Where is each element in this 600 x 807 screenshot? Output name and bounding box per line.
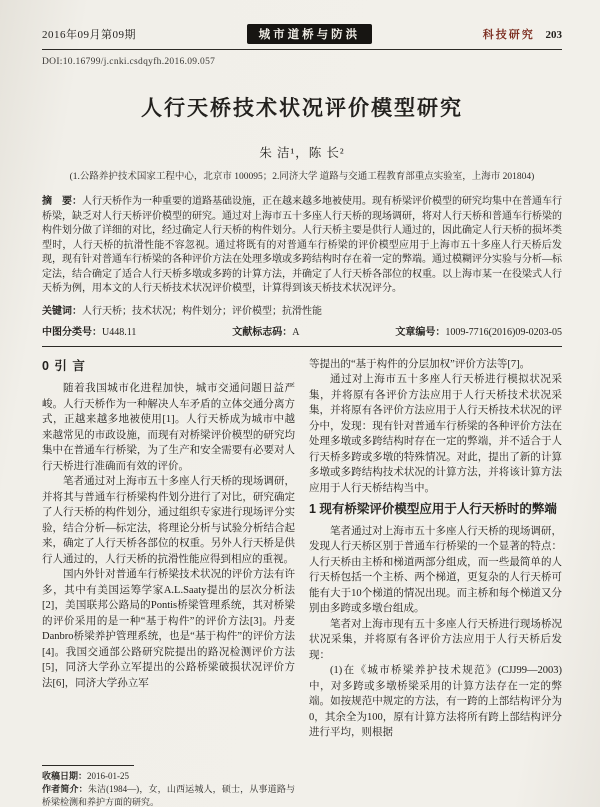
affiliation-line: (1.公路养护技术国家工程中心，北京市 100095；2.同济大学 道路与交通工程教育部重点实验室，上海市 201804) — [69, 172, 535, 182]
footnote-divider — [42, 765, 134, 766]
left-paragraph-3: 国内外针对普通车行桥梁技术状况的评价方法有许多，其中有美国运筹学家A.L.Saaty提出的层次分析法[2]，美国联邦公路局的Pontis桥梁管理系统，其对桥梁的评价采用的是一种“基于构件”的评价方法[3]。丹麦Danbro桥梁养护管理系统，也是“基于构件”的评价方法[4]。我国交通部公路研究院提出的路况检测评价方法[5]，同济大学孙立军提出的公路桥梁破损状况评价方法[6]，同济大学孙立军 — [42, 569, 295, 689]
doc-code-item — [232, 323, 299, 338]
header-right — [483, 26, 562, 42]
page-header — [42, 24, 562, 44]
keywords-label: 关键词： — [42, 305, 82, 317]
page-number: 203 — [545, 29, 562, 41]
left-column — [42, 357, 295, 807]
abstract-block — [42, 195, 562, 297]
clc-value: U448.11 — [102, 326, 137, 338]
right-paragraph-4: (1)在《城市桥梁养护技术规范》(CJJ99—2003)中，对多跨或多墩桥梁采用的计算方法存在一定的弊端。如按规范中规定的方法，有一跨的上部结构评分为0，其余全为100，原有计算方法将所有跨上部结构评分进行平均，则根据 — [309, 665, 562, 738]
left-paragraph-2: 笔者通过对上海市五十多座人行天桥的现场调研，并将其与普通车行桥梁构件划分进行了对比，研究确定了人行天桥的构件划分，通过组织专家进行现场评分实验，结合分析—标定法，将理论分析与试验分析结合起来，确定了人行天桥各部位的权重。另外人行天桥是供行人通过的，人行天桥的抗滑性能应得到相应的重视。 — [42, 476, 295, 565]
doc-code-value: A — [292, 326, 300, 338]
right-paragraph-continuation: 等提出的“基于构件的分层加权”评价方法等[7]。 — [309, 358, 531, 370]
doi-line: DOI:10.16799/j.cnki.csdqyfh.2016.09.057 — [42, 57, 216, 67]
right-paragraph-1: 通过对上海市五十多座人行天桥进行模拟状况采集，并将原有各评价方法应用于人行天桥技术状况采集，并将原有各评价方法应用于人行天桥技术状况的评分中，发现：现有针对普通车行桥梁的各种评价方法在处理多墩或多跨结构时存在一定的弊端，并不适合于人行天桥多跨或多墩的特殊情况。对此，提出了新的计算多墩或多跨结构技术状况的计算方法，并将该计算方法应用于人行天桥结构当中。 — [309, 374, 562, 494]
doc-code-label: 文献标志码： — [232, 326, 293, 338]
paper-title: 人行天桥技术状况评价模型研究 — [141, 97, 463, 120]
received-date-label: 收稿日期： — [42, 770, 88, 781]
footnote-block — [42, 765, 295, 807]
authors-line: 朱 洁¹，陈 长² — [259, 146, 345, 160]
article-id-value: 1009-7716(2016)09-0203-05 — [445, 326, 562, 338]
author-bio-text: 朱洁(1984—)，女，山西运城人，硕士，从事道路与桥梁检测和养护方面的研究。 — [42, 783, 295, 807]
article-id-label: 文章编号： — [395, 326, 446, 338]
received-date-value: 2016-01-25 — [87, 770, 130, 781]
header-issue: 2016年09月第09期 — [42, 29, 136, 41]
left-paragraph-1: 随着我国城市化进程加快，城市交通问题日益严峻。人行天桥作为一种解决人车矛盾的立体交通分离方式，正越来越多地被使用[1]。人行天桥成为城市中越来越常见的市政设施，而现有对桥梁评价模型的研究均集中在普通车行桥梁，为了生产和安全需要有必要对人行天桥进行准确而有效的评价。 — [42, 383, 295, 472]
received-date-line — [42, 770, 295, 783]
right-paragraph-2: 笔者通过对上海市五十多座人行天桥的现场调研，发现人行天桥区别于普通车行桥梁的一个显著的特点：人行天桥由主桥和梯道两部分组成，而一些最简单的人行天桥包括一个主桥、两个梯道，更复杂的人行天桥可能有大于10个梯道的情况出现。而主桥和每个梯道又分别由多跨或多墩台组成。 — [309, 525, 562, 614]
right-paragraph-3: 笔者对上海市现有五十多座人行天桥进行现场桥况状况采集，并将原有各评价方法应用于人行天桥后发现： — [309, 618, 562, 661]
keywords-block — [42, 302, 562, 317]
right-column — [309, 357, 562, 807]
meta-line — [42, 323, 562, 338]
keywords-text: 人行天桥；技术状况；构件划分；评价模型；抗滑性能 — [82, 305, 322, 317]
clc-item — [42, 323, 136, 338]
author-bio-line — [42, 783, 295, 807]
author-bio-label: 作者简介： — [42, 783, 88, 794]
clc-label: 中图分类号： — [42, 326, 102, 338]
section-0-heading: 0 引 言 — [42, 358, 86, 373]
journal-name-badge: 城市道桥与防洪 — [247, 24, 373, 44]
section-label: 科技研究 — [482, 29, 535, 41]
body-columns — [42, 357, 562, 807]
section-1-heading: 1 现有桥梁评价模型应用于人行天桥时的弊端 — [309, 502, 557, 516]
front-matter-divider — [42, 346, 562, 347]
article-id-item — [395, 323, 562, 338]
abstract-label: 摘 要： — [42, 196, 82, 207]
header-divider — [42, 49, 562, 50]
abstract-text: 人行天桥作为一种重要的道路基础设施，正在越来越多地被使用。现有桥梁评价模型的研究均集中在普通车行桥梁，缺乏对人行天桥评价模型的研究。通过对上海市五十多座人行天桥的现场调研，将对人行天桥和普通车行桥梁的构件划分做了详细的对比，经过确定人行天桥的构件划分。人行天桥主要是供行人通过的，因此确定人行天桥的损坏类型时，人行天桥的抗滑性能不容忽视。通过将既有的对普通车行桥梁的评价模型应用于上海市五十多座人行天桥后发现，现有针对普通车行桥梁的各种评价方法在处理多墩或多跨结构时存在着一定的弊端。通过模糊评分实验与分析—标定法，结合确定了适合人行天桥多墩或多跨的计算方法，并确定了人行天桥各部位的权重。以上海市某一在役梁式人行天桥为例，用本文的人行天桥技术状况评价模型，计算得到该天桥技术状况评分。 — [42, 196, 562, 294]
